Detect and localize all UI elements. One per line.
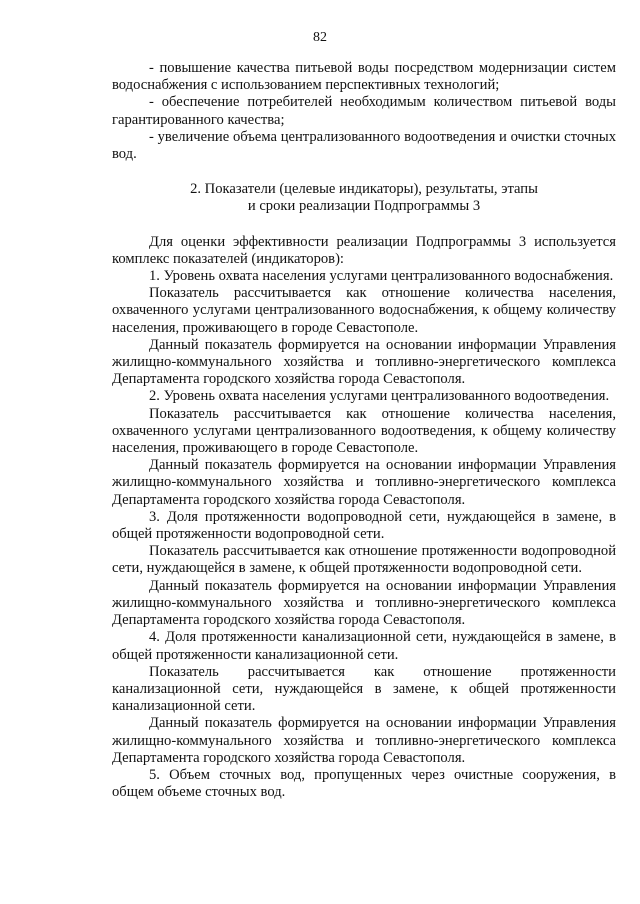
section-heading-line-1: 2. Показатели (целевые индикаторы), результаты, этапы bbox=[190, 181, 538, 198]
paragraph-indicator-4-source: Данный показатель формируется на основании информации Управления жилищно-коммунального хозяйства и топливно-энергетического комплекса Департамента городского хозяйства города Севастополя. bbox=[112, 715, 616, 766]
paragraph-indicator-2-title: 2. Уровень охвата населения услугами централизованного водоотведения. bbox=[149, 388, 610, 405]
paragraph-indicator-2-source: Данный показатель формируется на основании информации Управления жилищно-коммунального хозяйства и топливно-энергетического комплекса Департамента городского хозяйства города Севастополя. bbox=[112, 457, 616, 508]
page-number: 82 bbox=[313, 30, 327, 45]
paragraph-goal-3: - увеличение объема централизованного водоотведения и очистки сточных вод. bbox=[112, 128, 616, 163]
paragraph-indicator-3-calc: Показатель рассчитывается как отношение протяженности водопроводной сети, нуждающейся в замене, к общей протяженности водопроводной сети. bbox=[112, 543, 616, 577]
paragraph-indicator-5-title: 5. Объем сточных вод, пропущенных через очистные сооружения, в общем объеме сточных вод. bbox=[112, 766, 616, 801]
document-body bbox=[112, 60, 616, 801]
paragraph-indicator-2-calc: Показатель рассчитывается как отношение количества населения, охваченного услугами централизованного водоотведения, к общему количеству населения, проживающего в городе Севастополе. bbox=[112, 405, 616, 457]
paragraph-intro: Для оценки эффективности реализации Подпрограммы 3 используется комплекс показателей (индикаторов): bbox=[112, 233, 616, 267]
paragraph-indicator-1-calc: Показатель рассчитывается как отношение количества населения, охваченного услугами централизованного водоснабжения, к общему количеству населения, проживающего в городе Севастополе. bbox=[112, 285, 616, 336]
section-heading-line-2: и сроки реализации Подпрограммы 3 bbox=[247, 198, 481, 215]
paragraph-indicator-4-calc: Показатель рассчитывается как отношение протяженности канализационной сети, нуждающейся в замене, к общей протяженности канализационной сети. bbox=[112, 663, 616, 715]
paragraph-indicator-3-title: 3. Доля протяженности водопроводной сети, нуждающейся в замене, в общей протяженности водопроводной сети. bbox=[112, 508, 616, 543]
section-heading bbox=[112, 181, 616, 215]
paragraph-indicator-1-title: 1. Уровень охвата населения услугами централизованного водоснабжения. bbox=[149, 268, 614, 285]
paragraph-goal-2: - обеспечение потребителей необходимым количеством питьевой воды гарантированного качества; bbox=[112, 94, 616, 128]
paragraph-indicator-3-source: Данный показатель формируется на основании информации Управления жилищно-коммунального хозяйства и топливно-энергетического комплекса Департамента городского хозяйства города Севастополя. bbox=[112, 577, 616, 629]
paragraph-goal-1: - повышение качества питьевой воды посредством модернизации систем водоснабжения с использованием перспективных технологий; bbox=[112, 60, 616, 94]
paragraph-indicator-1-source: Данный показатель формируется на основании информации Управления жилищно-коммунального хозяйства и топливно-энергетического комплекса Департамента городского хозяйства города Севастополя. bbox=[112, 336, 616, 388]
paragraph-indicator-4-title: 4. Доля протяженности канализационной сети, нуждающейся в замене, в общей протяженности канализационной сети. bbox=[112, 629, 616, 663]
